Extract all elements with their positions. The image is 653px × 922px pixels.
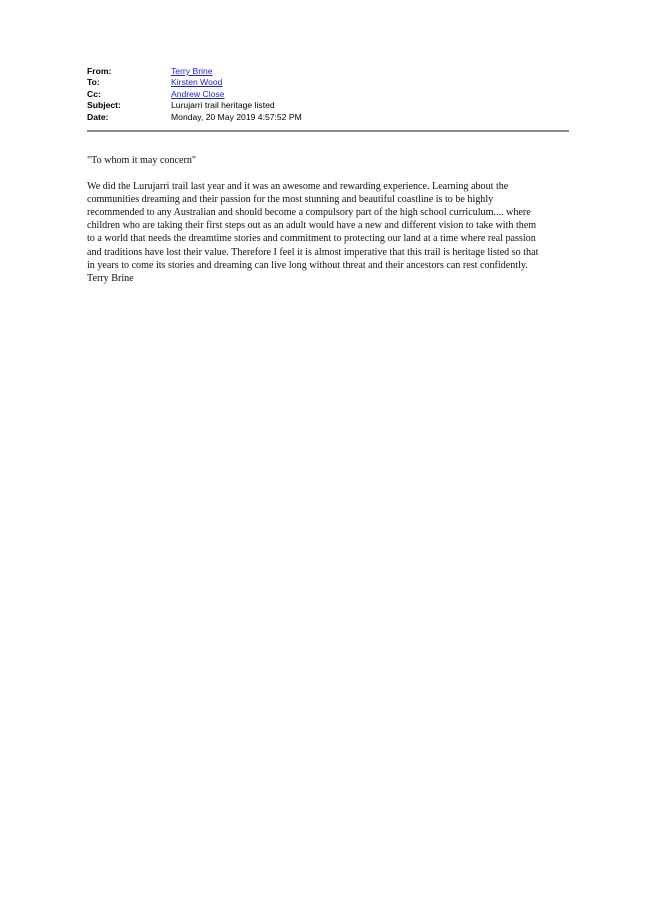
- signature: Terry Brine: [87, 272, 134, 284]
- date-label: Date:: [87, 111, 109, 122]
- email-header: [87, 66, 569, 123]
- from-value-container: [171, 66, 569, 77]
- cc-link[interactable]: Andrew Close: [171, 88, 225, 99]
- cc-row: [87, 89, 569, 100]
- header-divider: [87, 130, 569, 132]
- body-line: children who are taking their first steps out as an adult would have a new and different vision to take with them: [87, 220, 537, 232]
- to-row: [87, 77, 569, 88]
- body-line: in years to come its stories and dreaming can live long without threat and their ancestors can rest confidently.: [87, 259, 528, 271]
- subject-value: Lurujarri trail heritage listed: [171, 100, 275, 111]
- cc-label: Cc:: [87, 88, 101, 99]
- subject-label: Subject:: [87, 100, 121, 111]
- subject-row: [87, 100, 569, 111]
- email-greeting: "To whom it may concern": [87, 155, 197, 166]
- from-row: [87, 66, 569, 77]
- body-line: communities dreaming and their passion for the most stunning and beautiful coastline is to be highly: [87, 194, 494, 206]
- body-line: to a world that needs the dreamtime stories and commitment to protecting our land at a time where real passion: [87, 233, 536, 245]
- email-body: [87, 154, 567, 285]
- from-link[interactable]: Terry Brine: [171, 66, 213, 76]
- body-line: We did the Lurujarri trail last year and it was an awesome and rewarding experience. Learning about the: [87, 181, 509, 193]
- email-paragraph: [87, 180, 567, 285]
- from-label: From:: [87, 66, 112, 76]
- date-value: Monday, 20 May 2019 4:57:52 PM: [171, 111, 302, 122]
- to-label: To:: [87, 77, 100, 88]
- to-link[interactable]: Kirsten Wood: [171, 77, 223, 88]
- body-line: recommended to any Australian and should become a compulsory part of the high school curriculum.... where: [87, 207, 531, 219]
- body-line: and traditions have lost their value. Therefore I feel it is almost imperative that this trail is heritage listed so that: [87, 246, 539, 258]
- to-value-container: [171, 77, 569, 88]
- cc-value-container: [171, 89, 569, 100]
- date-row: [87, 112, 569, 123]
